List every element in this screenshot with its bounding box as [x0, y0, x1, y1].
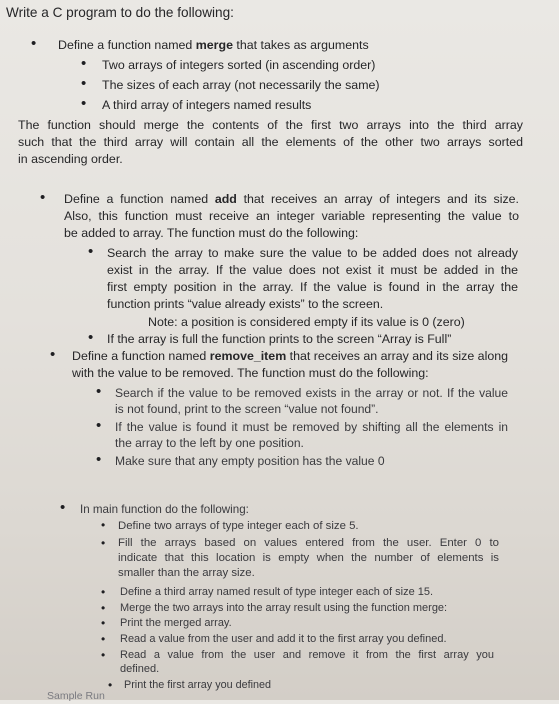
- bullet-icon: •: [96, 383, 102, 400]
- merge-arg: Two arrays of integers sorted (in ascending order): [102, 58, 376, 72]
- remove-shift-line: If the value is found it must be removed by shifting all the elements in: [115, 420, 508, 434]
- main-fill-line: indicate that this location is empty when the number of elements is: [118, 552, 499, 564]
- main-third-array: Define a third array named result of type integer each of size 15.: [120, 586, 434, 598]
- main-define: Define two arrays of type integer each of size 5.: [118, 520, 359, 532]
- bullet-icon: •: [88, 243, 94, 260]
- merge-intro: [58, 37, 369, 53]
- remove-intro-line: with the value to be removed. The function must do the following:: [72, 366, 429, 380]
- bullet-icon: •: [81, 95, 87, 112]
- add-note: Note: a position is considered empty if its value is 0 (zero): [148, 315, 465, 329]
- bullet-icon: •: [81, 55, 87, 72]
- merge-description-line: in ascending order.: [18, 152, 123, 166]
- remove-intro-text: Define a function named: [72, 349, 210, 363]
- add-search-line: function prints “value already exists” to the screen.: [107, 297, 384, 311]
- bullet-icon: •: [81, 75, 87, 92]
- merge-arg: The sizes of each array (not necessarily the same): [102, 78, 380, 92]
- bullet-icon: •: [101, 536, 106, 550]
- merge-intro-text-end: that takes as arguments: [232, 38, 369, 52]
- add-intro-line: Also, this function must receive an integer variable representing the value to: [64, 209, 519, 223]
- sample-run-label: Sample Run: [47, 690, 105, 702]
- bullet-icon: •: [101, 616, 106, 630]
- merge-arg: A third array of integers named results: [102, 98, 312, 112]
- add-intro-line: be added to array. The function must do the following:: [64, 226, 359, 240]
- add-intro-text: Define a function named: [64, 192, 215, 206]
- main-fill-line: smaller than the array size.: [118, 567, 255, 579]
- bullet-icon: •: [101, 518, 106, 532]
- bullet-icon: •: [101, 585, 106, 599]
- merge-description-line: such that the third array will contain all the elements of the other two arrays sorted: [18, 135, 523, 149]
- bullet-icon: •: [101, 648, 106, 662]
- merge-intro-text: Define a function named: [58, 38, 196, 52]
- remove-intro: [72, 348, 508, 364]
- main-print-merged: Print the merged array.: [120, 617, 232, 629]
- main-read-add: Read a value from the user and add it to the first array you defined.: [120, 633, 447, 645]
- remove-function-name: remove_item: [209, 349, 287, 363]
- main-print-first: Print the first array you defined: [124, 679, 272, 691]
- bullet-icon: •: [108, 678, 113, 692]
- main-intro: In main function do the following:: [80, 503, 249, 516]
- bullet-icon: •: [88, 329, 94, 346]
- bullet-icon: •: [96, 451, 102, 468]
- remove-intro-text-end: that receives an array and its size along: [286, 349, 508, 363]
- remove-shift-line: the array to the left by one position.: [115, 436, 304, 450]
- add-function-name: add: [214, 192, 237, 206]
- add-full-rule: If the array is full the function prints to the screen “Array is Full”: [107, 332, 452, 346]
- remove-search-line: Search if the value to be removed exists in the array or not. If the value: [115, 386, 508, 400]
- merge-function-name: merge: [195, 38, 233, 52]
- add-search-line: Search the array to make sure the value to be added does not already: [107, 246, 518, 260]
- add-search-line: first empty position in the array. If the value is found in the array the: [107, 280, 518, 294]
- remove-empty-rule: Make sure that any empty position has the value 0: [115, 454, 385, 468]
- merge-description-line: The function should merge the contents of the first two arrays into the third array: [18, 118, 523, 132]
- bullet-icon: •: [40, 189, 46, 206]
- bullet-icon: •: [31, 35, 37, 52]
- remove-search-line: is not found, print to the screen “value not found”.: [115, 402, 379, 416]
- bullet-icon: •: [96, 417, 102, 434]
- main-read-remove-line: defined.: [120, 663, 160, 675]
- bullet-icon: •: [101, 632, 106, 646]
- page-title: Write a C program to do the following:: [6, 5, 234, 20]
- add-intro: [64, 191, 519, 207]
- main-merge: Merge the two arrays into the array result using the function merge:: [120, 602, 448, 614]
- add-search-line: exist in the array. If the value does not exist it must be added in the: [107, 263, 518, 277]
- bullet-icon: •: [50, 346, 56, 363]
- main-fill-line: Fill the arrays based on values entered from the user. Enter 0 to: [118, 537, 499, 549]
- bullet-icon: •: [60, 499, 66, 516]
- add-intro-text-end: that receives an array of integers and its size.: [236, 192, 519, 206]
- bullet-icon: •: [101, 601, 106, 615]
- main-read-remove-line: Read a value from the user and remove it from the first array you: [120, 649, 494, 661]
